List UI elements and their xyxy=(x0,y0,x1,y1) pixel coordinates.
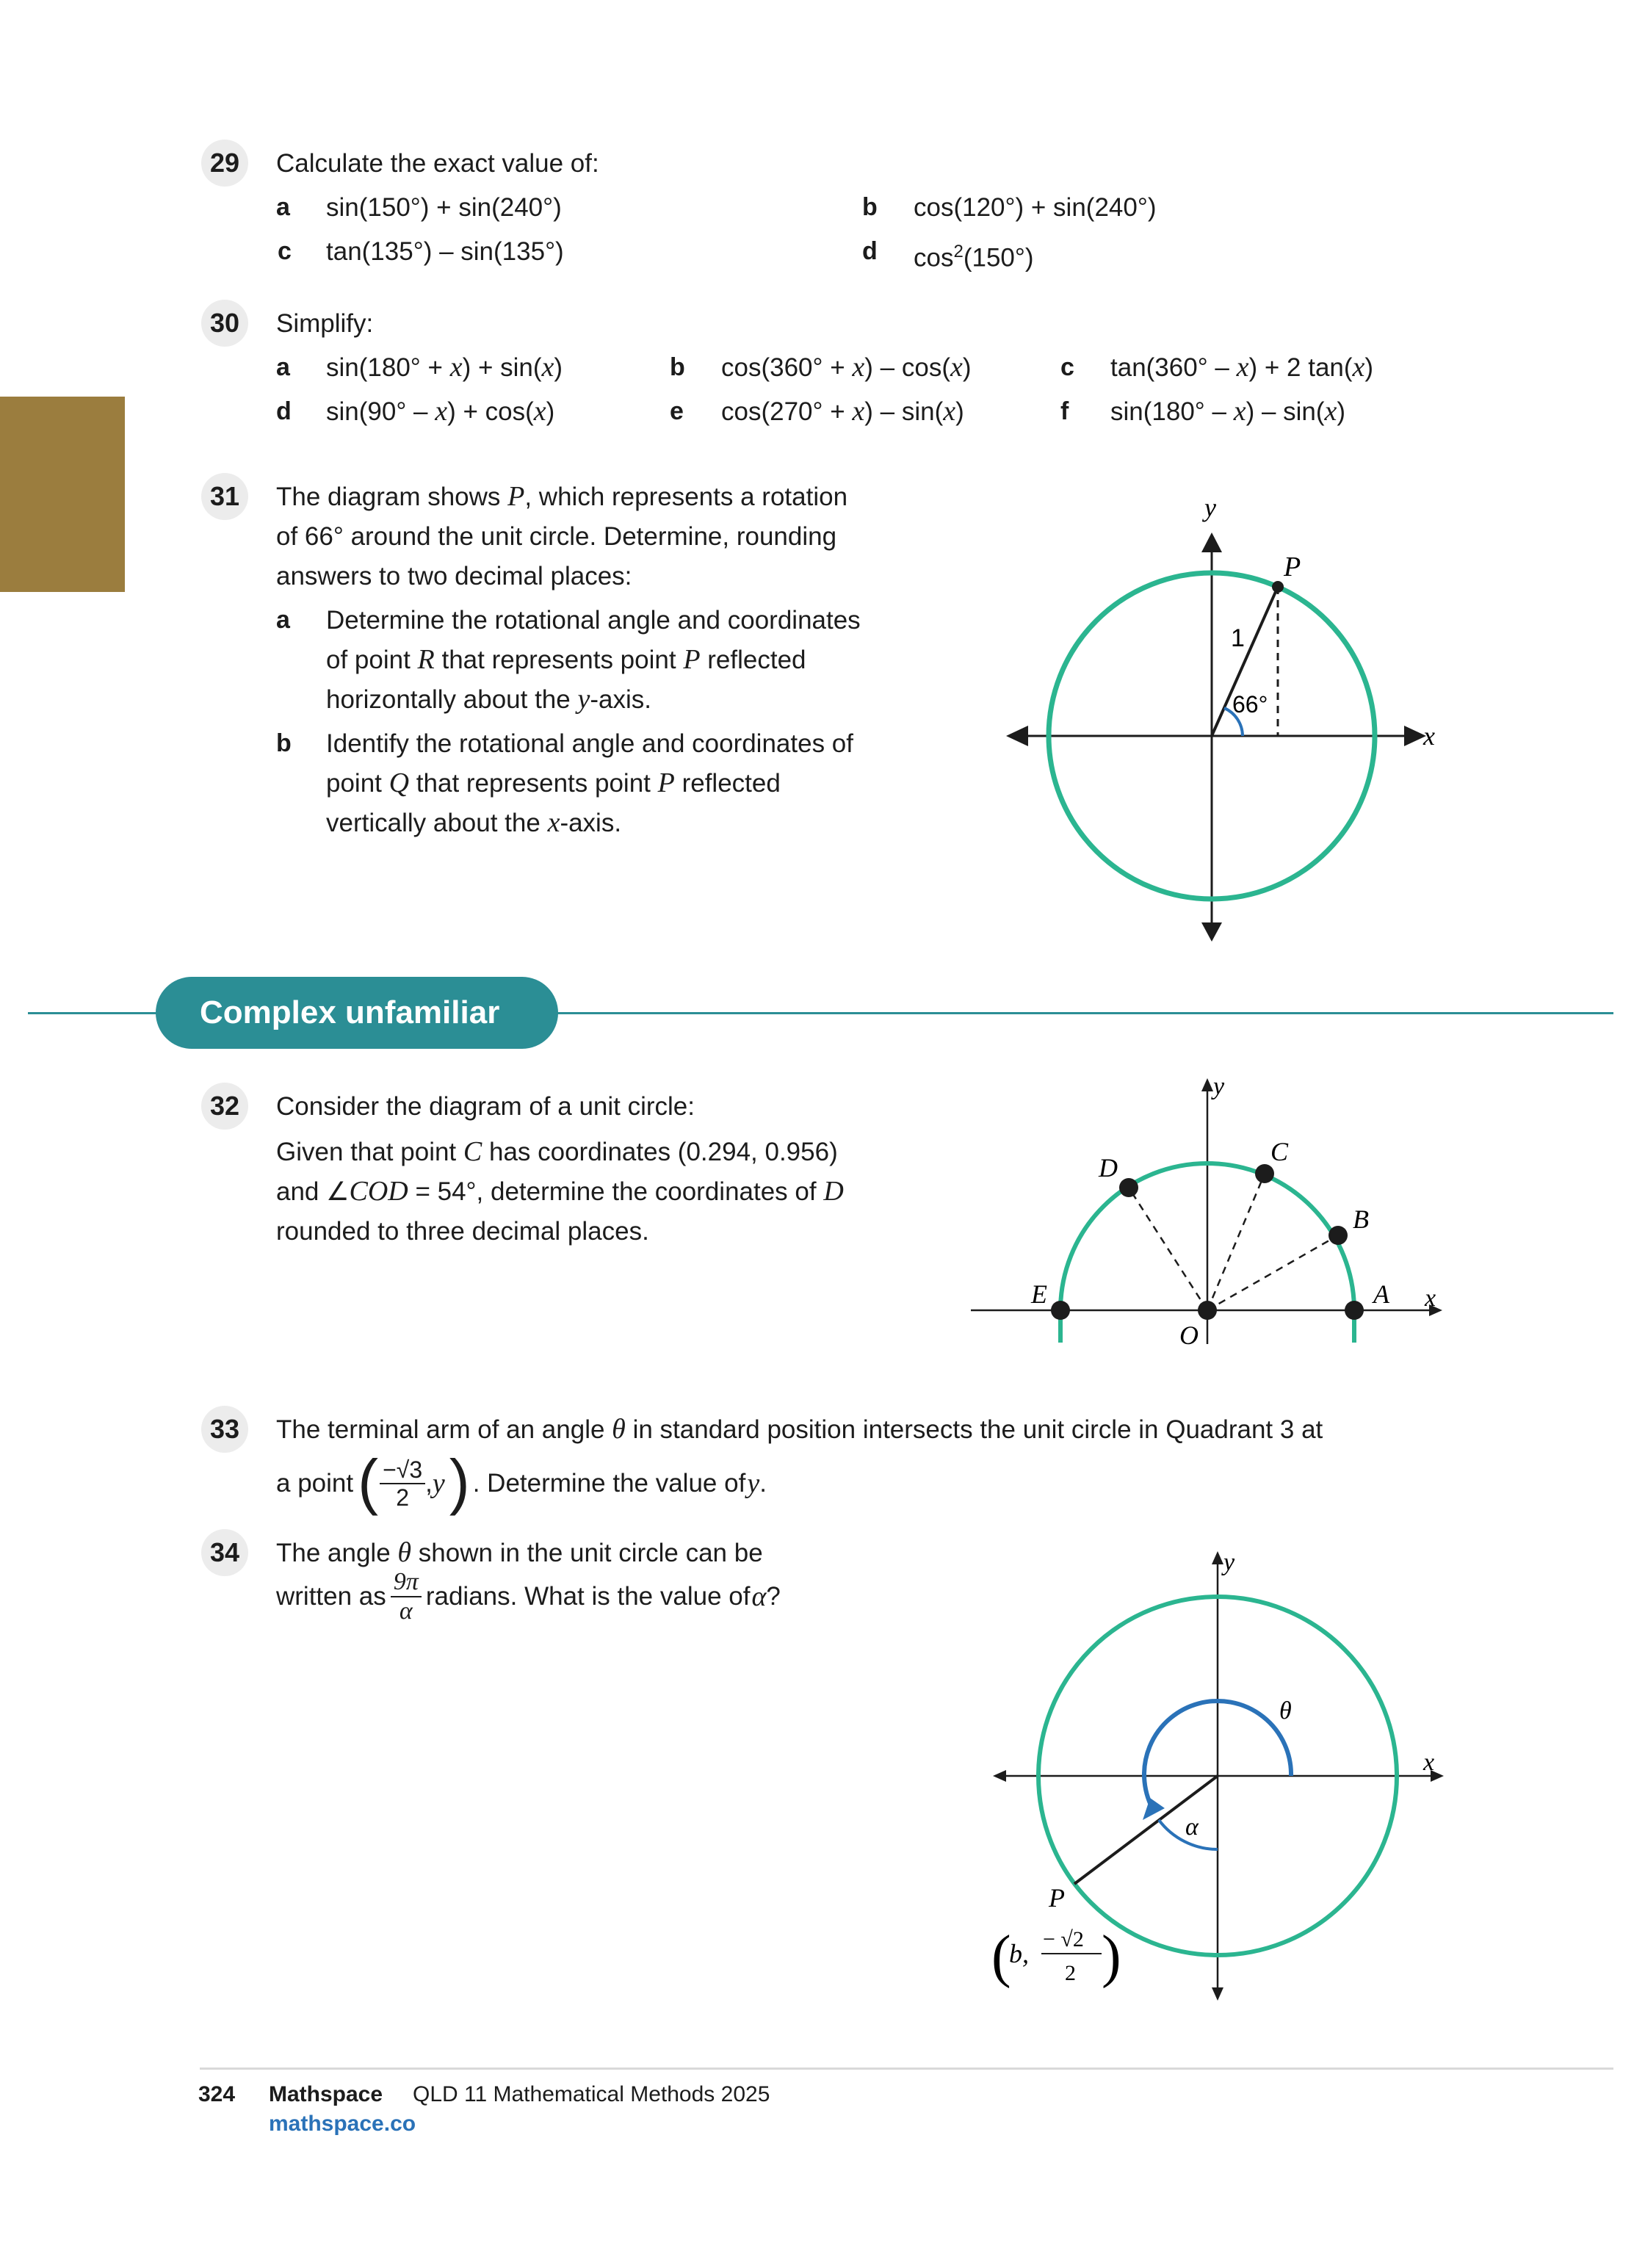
q32-label-b: B xyxy=(1353,1205,1369,1234)
q34-line-1: The angle θ shown in the unit circle can be xyxy=(276,1537,763,1568)
q32-dashed-oc xyxy=(1207,1174,1265,1310)
question-32-number: 32 xyxy=(201,1083,248,1130)
q32-dashed-od xyxy=(1129,1188,1207,1310)
question-31-number: 31 xyxy=(201,473,248,520)
q32-point-e xyxy=(1051,1301,1070,1320)
q29-part-d: $\cos^2(150^\circ)$ xyxy=(914,242,1034,272)
q31-a-line-1: Determine the rotational angle and coordinates xyxy=(326,606,861,635)
q34-x-label: x xyxy=(1423,1749,1435,1776)
q34-coord-right-paren: ) xyxy=(1102,1924,1121,1989)
question-30-number: 30 xyxy=(201,300,248,347)
q34-coord-b: b, xyxy=(1009,1939,1029,1968)
chapter-side-tab xyxy=(0,397,125,592)
q34-theta-label: θ xyxy=(1279,1697,1292,1725)
q33-left-paren: ( xyxy=(358,1447,379,1516)
section-rule-left xyxy=(28,1012,160,1014)
q30-label-f: f xyxy=(1060,397,1069,425)
q29-part-a: sin(150°) + sin(240°) xyxy=(326,193,562,222)
q30-prompt: Simplify: xyxy=(276,309,374,338)
q34-p-label: P xyxy=(1049,1883,1065,1913)
q32-label-c: C xyxy=(1270,1137,1289,1166)
q32-label-a: A xyxy=(1373,1279,1389,1309)
q29-label-d: d xyxy=(862,237,878,265)
q31-y-label: y xyxy=(1204,493,1216,522)
q31-radius-label: 1 xyxy=(1231,624,1245,652)
q30-label-a: a xyxy=(276,353,290,381)
q31-x-axis-left-arrow xyxy=(1006,726,1028,746)
q32-point-b xyxy=(1328,1226,1348,1245)
q32-semicircle-diagram xyxy=(962,1065,1454,1359)
q30-label-e: e xyxy=(670,397,684,425)
q32-y-axis-arrow xyxy=(1201,1078,1213,1091)
q31-b-line-1: Identify the rotational angle and coordinates of xyxy=(326,729,853,758)
question-33-number: 33 xyxy=(201,1406,248,1453)
q31-p-label: P xyxy=(1284,552,1301,582)
q30-part-a: sin(180° + x) + sin(x) xyxy=(326,352,563,383)
q31-b-line-3: vertically about the x-axis. xyxy=(326,807,622,838)
q31-line-1: The diagram shows P, which represents a rotation xyxy=(276,481,848,512)
q32-dashed-ob xyxy=(1207,1235,1338,1310)
section-rule-right xyxy=(552,1012,1613,1014)
q34-line-2: written as $\frac{9\pi}{\alpha}$ radians. What is the value of α ? xyxy=(276,1568,781,1625)
question-34-number: 34 xyxy=(201,1529,248,1576)
q32-line-1: Consider the diagram of a unit circle: xyxy=(276,1092,695,1121)
footer-rule xyxy=(200,2067,1613,2070)
q29-label-a: a xyxy=(276,193,290,221)
q30-part-e: cos(270° + x) – sin(x) xyxy=(721,396,964,427)
q32-point-c xyxy=(1255,1164,1274,1183)
q31-label-b: b xyxy=(276,729,292,757)
q30-label-c: c xyxy=(1060,353,1074,381)
q33-line-1: The terminal arm of an angle θ in standard position intersects the unit circle in Quadrant 3 at xyxy=(276,1414,1323,1445)
q32-y-label: y xyxy=(1213,1073,1225,1100)
q31-line-3: answers to two decimal places: xyxy=(276,562,632,591)
footer-brand: Mathspace xyxy=(269,2082,383,2106)
q34-y-axis-up-arrow xyxy=(1212,1551,1223,1564)
q34-y-axis-down-arrow xyxy=(1212,1987,1223,2001)
section-banner-complex-unfamiliar: Complex unfamiliar xyxy=(156,977,558,1049)
q29-part-b: cos(120°) + sin(240°) xyxy=(914,193,1157,222)
q31-line-2: of 66° around the unit circle. Determine, rounding xyxy=(276,522,837,551)
footer-url-link[interactable]: mathspace.co xyxy=(269,2112,416,2136)
q33-right-paren: ) xyxy=(449,1447,470,1516)
q34-alpha-label: α xyxy=(1185,1813,1199,1841)
q29-label-b: b xyxy=(862,193,878,221)
q32-point-d xyxy=(1119,1178,1138,1197)
q32-point-a xyxy=(1345,1301,1364,1320)
q34-coord-num: − √2 xyxy=(1043,1927,1084,1951)
q31-angle-label: 66° xyxy=(1232,691,1268,718)
q34-x-axis-left-arrow xyxy=(993,1770,1006,1782)
q34-unit-circle-diagram xyxy=(984,1542,1454,2012)
q32-label-d: D xyxy=(1099,1153,1118,1182)
q29-prompt: Calculate the exact value of: xyxy=(276,149,599,178)
q34-coord-left-paren: ( xyxy=(991,1924,1011,1989)
q30-label-b: b xyxy=(670,353,685,381)
q32-line-2: Given that point C has coordinates (0.294, 0.956) xyxy=(276,1136,838,1167)
q32-line-3: and ∠COD = 54°, determine the coordinates of D xyxy=(276,1176,844,1207)
q32-point-o xyxy=(1198,1301,1217,1320)
q30-part-c: tan(360° – x) + 2 tan(x) xyxy=(1110,352,1374,383)
q30-part-b: cos(360° + x) – cos(x) xyxy=(721,352,972,383)
q31-x-label: x xyxy=(1423,721,1435,751)
q31-y-axis-up-arrow xyxy=(1201,532,1222,552)
q32-label-o: O xyxy=(1179,1321,1199,1350)
q34-y-label: y xyxy=(1223,1549,1235,1576)
q29-label-c: c xyxy=(278,237,292,265)
q31-a-line-2: of point R that represents point P reflected xyxy=(326,644,806,675)
q33-fraction: $\frac{-√3}{2}$ xyxy=(380,1458,425,1509)
page-number: 324 xyxy=(198,2082,236,2106)
q31-point-p xyxy=(1272,581,1284,593)
q34-coord-den: 2 xyxy=(1065,1961,1076,1985)
q32-label-e: E xyxy=(1031,1279,1047,1309)
q34-fraction: $\frac{9\pi}{\alpha}$ xyxy=(391,1570,422,1624)
q31-unit-circle-diagram xyxy=(999,485,1454,955)
q31-y-axis-down-arrow xyxy=(1201,922,1222,942)
question-29-number: 29 xyxy=(201,140,248,187)
q31-label-a: a xyxy=(276,606,290,634)
q31-a-line-3: horizontally about the y-axis. xyxy=(326,684,651,715)
q32-x-label: x xyxy=(1425,1285,1436,1312)
q31-b-line-2: point Q that represents point P reflected xyxy=(326,768,781,798)
q30-part-d: sin(90° – x) + cos(x) xyxy=(326,396,555,427)
q33-line-2: a point ( $\frac{-√3}{2}$ , y ) . Determine the value of y . xyxy=(276,1447,767,1516)
q29-part-c: tan(135°) – sin(135°) xyxy=(326,237,564,266)
q32-line-4: rounded to three decimal places. xyxy=(276,1217,649,1246)
footer-book-title: QLD 11 Mathematical Methods 2025 xyxy=(413,2082,770,2106)
q30-label-d: d xyxy=(276,397,292,425)
q30-part-f: sin(180° – x) – sin(x) xyxy=(1110,396,1346,427)
